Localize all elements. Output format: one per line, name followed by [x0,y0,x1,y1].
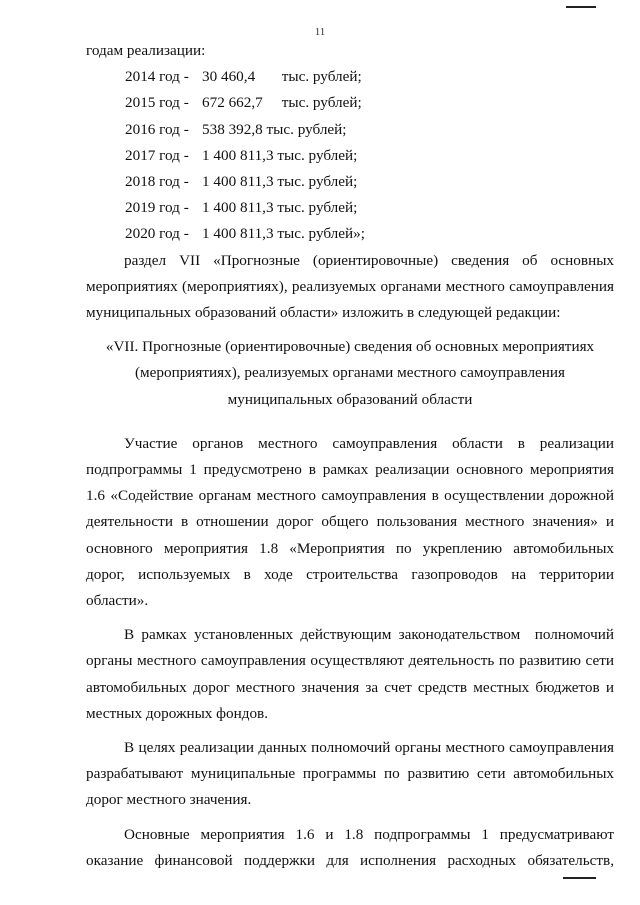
year-label: 2015 год - [125,94,189,112]
paragraph-line: деятельности в отношении дорог общего пользования местного значения» и [86,513,614,531]
section-heading-line: муниципальных образований области [227,390,473,408]
section-intro-line: раздел VII «Прогнозные (ориентировочные) сведения об основных [124,251,614,269]
paragraph-3 [86,735,614,814]
paragraph-line: дорог, используемых в ходе строительства газопроводов на территории [86,565,614,583]
paragraph-2 [86,622,614,727]
year-label: 2016 год - [125,120,189,138]
section-heading-line: «VII. Прогнозные (ориентировочные) сведения об основных мероприятиях [105,338,595,356]
lead-line: годам реализации: [86,42,206,59]
section-intro [86,248,614,327]
document-body [86,38,614,874]
year-amount: 30 460,4 тыс. рублей; [202,68,362,86]
year-label: 2019 год - [125,199,189,217]
paragraph-line: 1.6 «Содействие органам местного самоуправления в осуществлении дорожной [86,487,614,505]
year-amount: 1 400 811,3 тыс. рублей; [202,146,358,164]
section-heading [86,334,614,413]
year-amount: 538 392,8 тыс. рублей; [202,120,347,138]
paragraph-line: автомобильных дорог местного значения за счет средств местных бюджетов и [86,678,614,696]
section-heading-line: (мероприятиях), реализуемых органами местного самоуправления [134,364,566,382]
year-row [125,195,614,221]
paragraph-line: разрабатывают муниципальные программы по развитию сети автомобильных [86,765,614,783]
paragraph-1 [86,431,614,614]
corner-mark-bottom [563,877,596,879]
paragraph-line: В рамках установленных действующим законодательством полномочий [124,626,614,644]
paragraph-line: дорог местного значения. [86,791,252,809]
year-label: 2014 год - [125,68,189,86]
paragraph-line: Основные мероприятия 1.6 и 1.8 подпрограммы 1 предусматривают [124,825,614,843]
year-label: 2020 год - [125,225,189,243]
section-intro-line: муниципальных образований области» изложить в следующей редакции: [86,304,561,322]
year-row [125,143,614,169]
paragraph-4 [86,822,614,874]
year-list [86,64,614,247]
paragraph-line: подпрограммы 1 предусмотрено в рамках реализации основного мероприятия [86,461,614,479]
paragraph-line: оказание финансовой поддержки для исполнения расходных обязательств, [86,851,614,869]
paragraph-line: области». [86,592,149,610]
corner-mark-top [566,6,596,8]
year-amount: 1 400 811,3 тыс. рублей; [202,199,358,217]
year-amount: 672 662,7 тыс. рублей; [202,94,362,112]
paragraph-line: Участие органов местного самоуправления области в реализации [124,434,614,452]
year-row [125,221,614,247]
year-amount: 1 400 811,3 тыс. рублей; [202,173,358,191]
year-row [125,90,614,116]
section-intro-line: мероприятиях (мероприятиях), реализуемых органами местного самоуправления [86,277,614,295]
page-number: 11 [314,26,326,38]
year-row [125,117,614,143]
paragraph-line: органы местного самоуправления осуществляют деятельность по развитию сети [86,652,614,670]
year-row [125,169,614,195]
paragraph-line: местных дорожных фондов. [86,704,269,722]
year-row [125,64,614,90]
year-amount: 1 400 811,3 тыс. рублей»; [202,225,365,243]
paragraph-line: В целях реализации данных полномочий органы местного самоуправления [124,739,614,757]
paragraph-line: основного мероприятия 1.8 «Мероприятия по укреплению автомобильных [86,539,614,557]
year-label: 2018 год - [125,173,189,191]
year-label: 2017 год - [125,146,189,164]
